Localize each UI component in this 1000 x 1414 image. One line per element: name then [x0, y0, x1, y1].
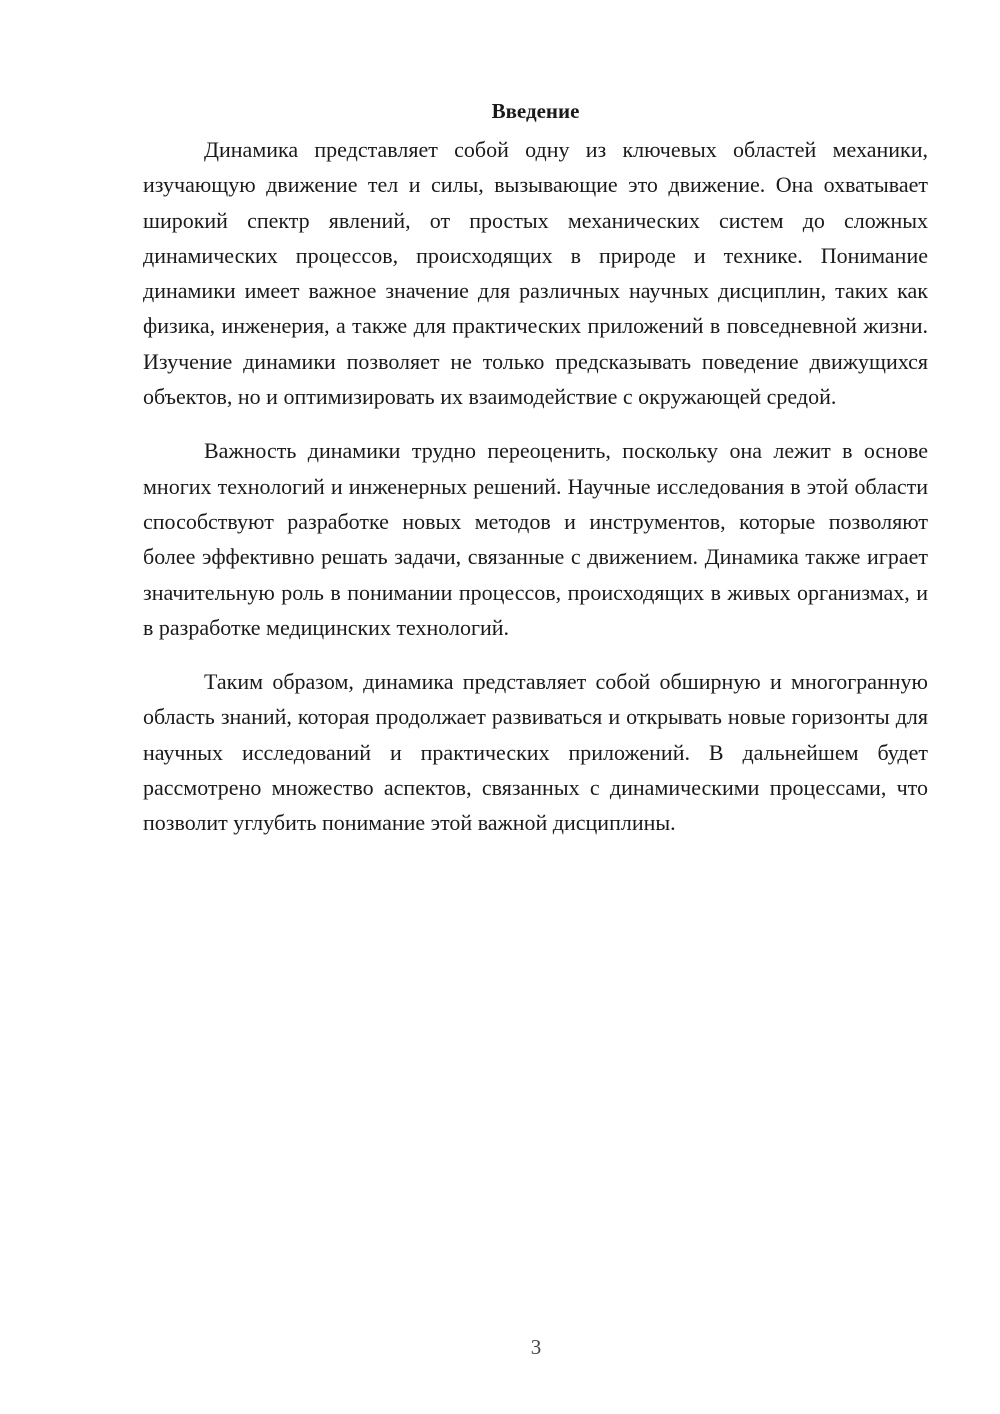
page-content	[143, 94, 928, 841]
paragraph-3: Таким образом, динамика представляет собой обширную и многогранную область знаний, которая продолжает развиваться и открывать новые горизонты для научных исследований и практических приложений. В дальнейшем будет рассмотрено множество аспектов, связанных с динамическими процессами, что позволит углубить понимание этой важной дисциплины.	[143, 669, 928, 836]
paragraph-2: Важность динамики трудно переоценить, поскольку она лежит в основе многих технологий и инженерных решений. Научные исследования в этой области способствуют разработке новых методов и инструментов, которые позволяют более эффективно решать задачи, связанные с движением. Динамика также играет значительную роль в понимании процессов, происходящих в живых организмах, и в разработке медицинских технологий.	[143, 438, 928, 640]
section-heading: Введение	[491, 99, 580, 123]
paragraph-1: Динамика представляет собой одну из ключевых областей механики, изучающую движение тел и силы, вызывающие это движение. Она охватывает широкий спектр явлений, от простых механических систем до сложных динамических процессов, происходящих в природе и технике. Понимание динамики имеет важное значение для различных научных дисциплин, таких как физика, инженерия, а также для практических приложений в повседневной жизни. Изучение динамики позволяет не только предсказывать поведение движущихся объектов, но и оптимизировать их взаимодействие с окружающей средой.	[143, 137, 928, 410]
page-number: 3	[530, 1335, 542, 1359]
